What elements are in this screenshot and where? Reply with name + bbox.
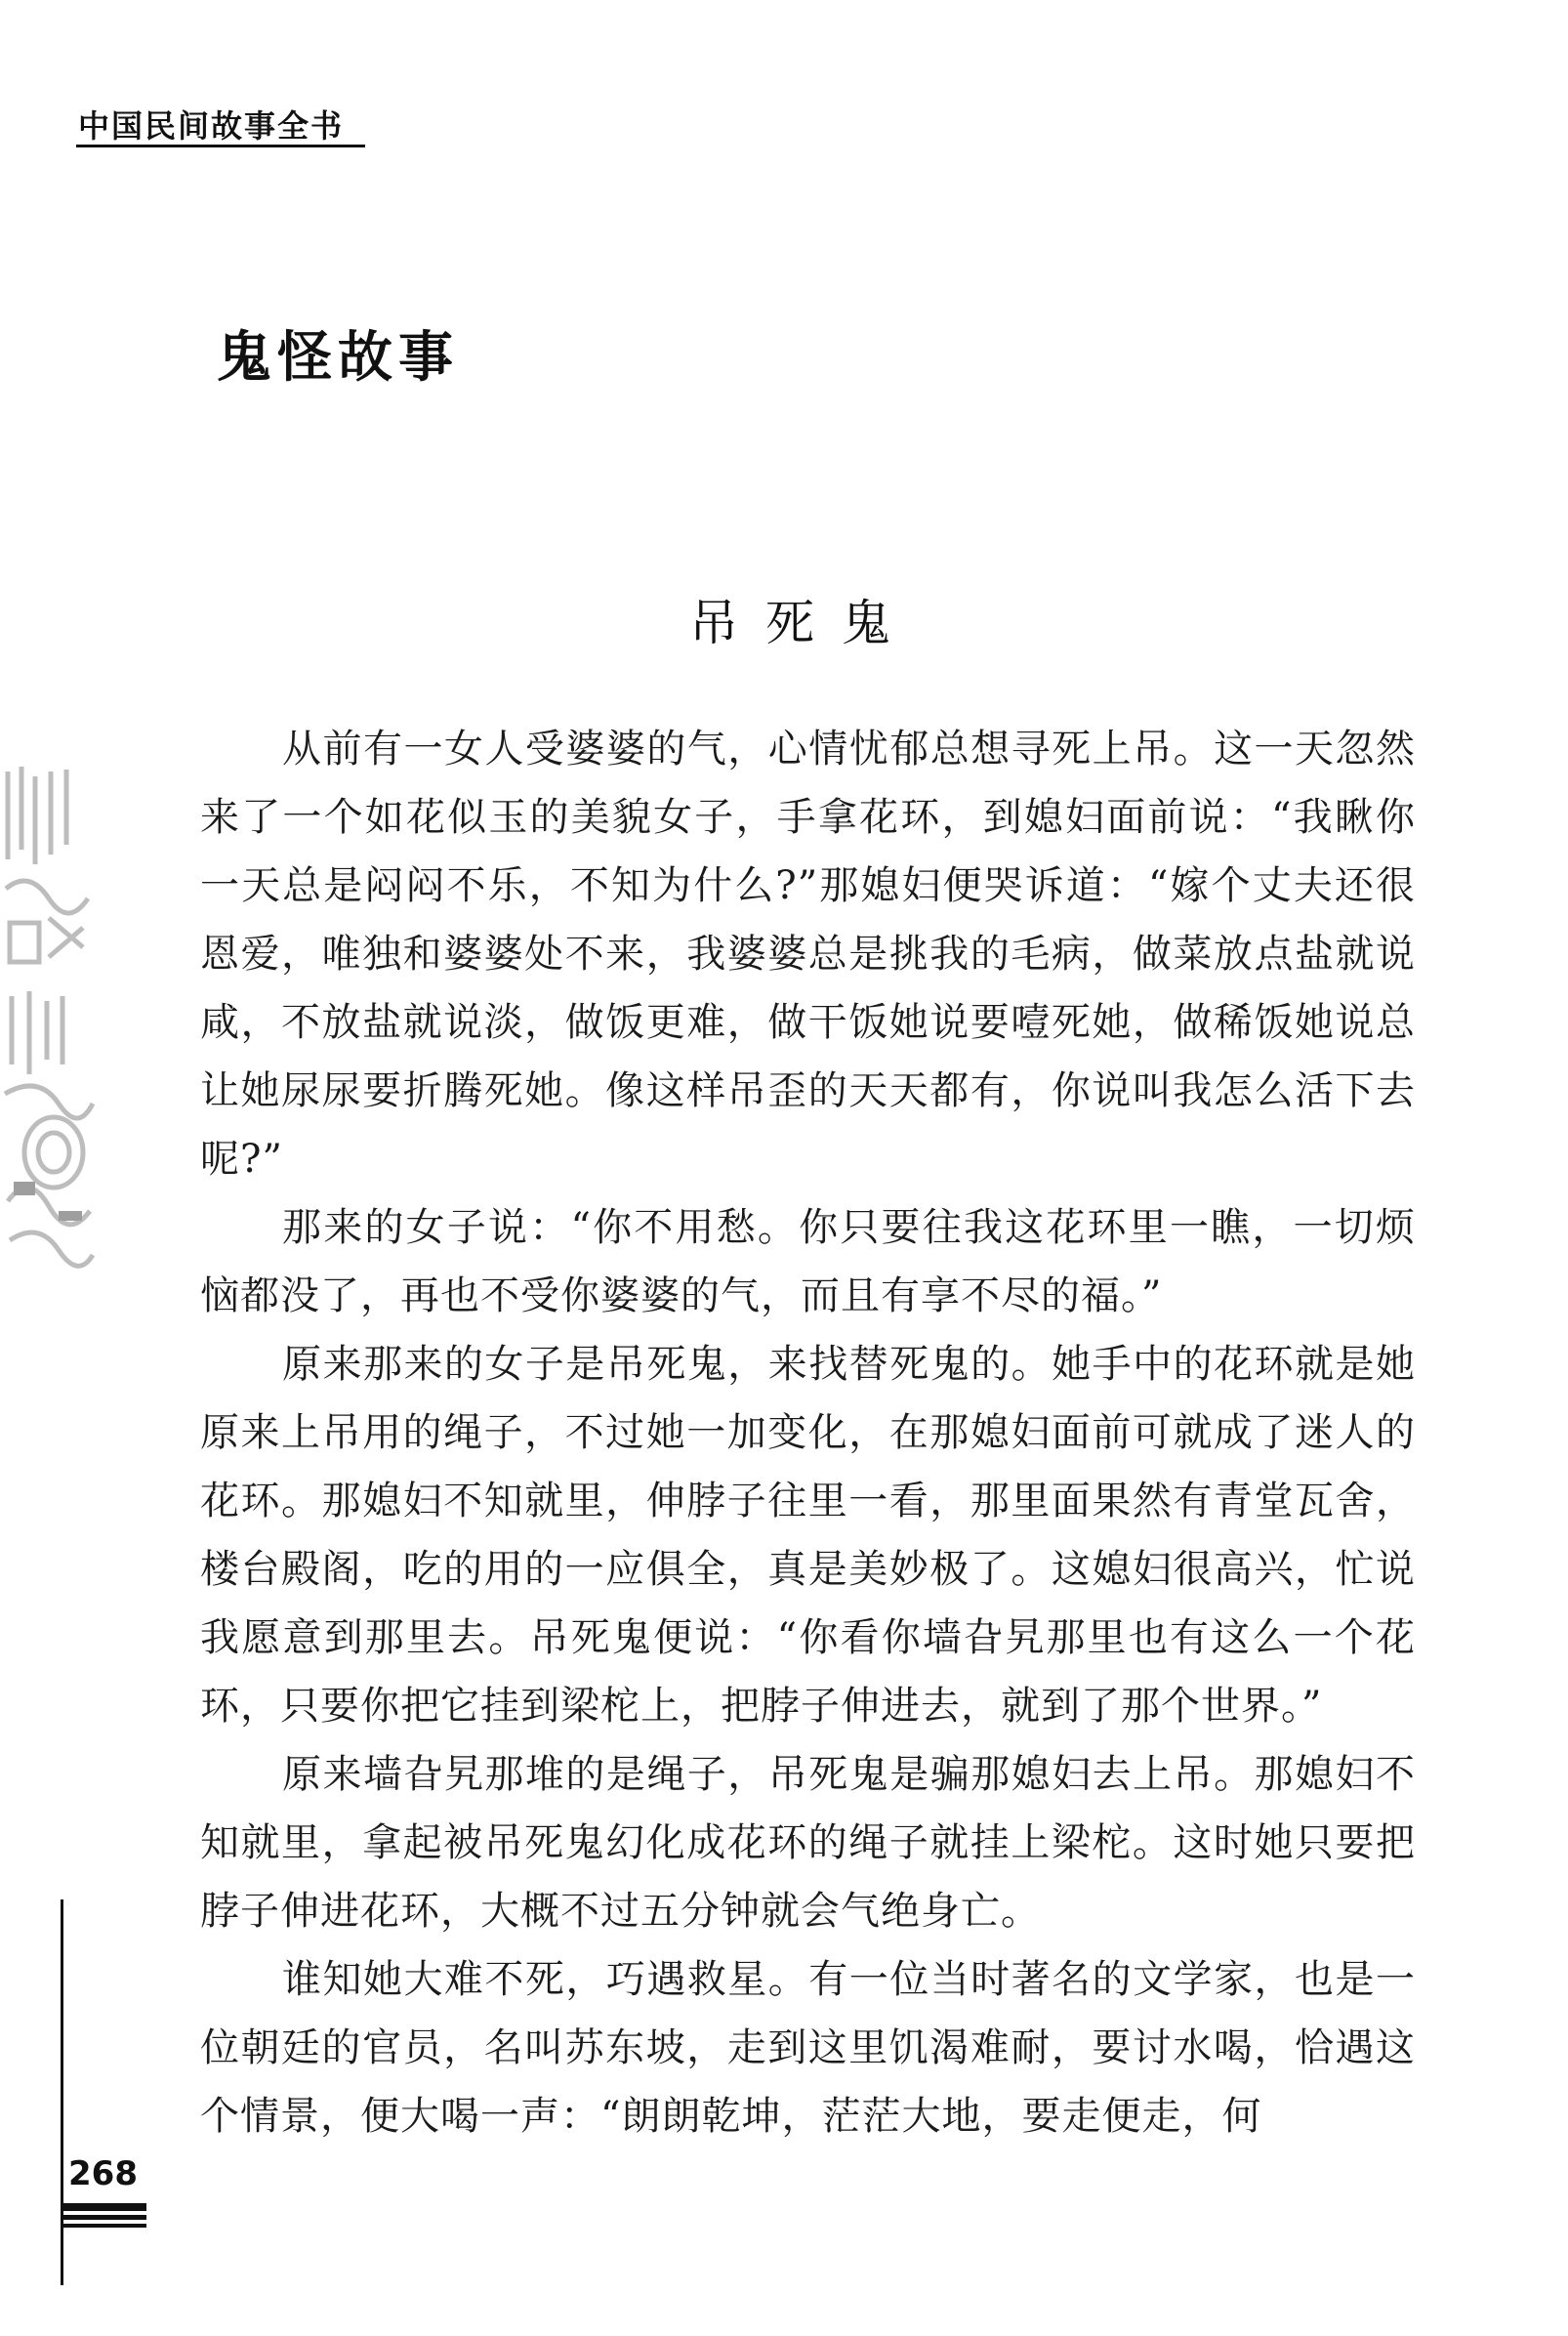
paragraph: 原来墙旮旯那堆的是绳子，吊死鬼是骗那媳妇去上吊。那媳妇不知就里，拿起被吊死鬼幻化成花环的绳子就挂上梁柁。这时她只要把脖子伸进花环，大概不过五分钟就会气绝身亡。 (200, 1752, 1416, 1934)
story-title: 吊死鬼 (689, 595, 918, 651)
page-number: 268 (68, 2154, 138, 2193)
footer-rule (61, 2203, 146, 2211)
running-head: 中国民间故事全书 (78, 107, 345, 145)
running-head-rule (76, 145, 365, 147)
paragraph: 谁知她大难不死，巧遇救星。有一位当时著名的文学家，也是一位朝廷的官员，名叫苏东坡，走到这里饥渴难耐，要讨水喝，恰遇这个情景，便大喝一声：“朗朗乾坤，茫茫大地，要走便走，何 (200, 1957, 1416, 2139)
paragraph: 那来的女子说：“你不用愁。你只要往我这花环里一瞧，一切烦恼都没了，再也不受你婆婆的气，而且有享不尽的福。” (200, 1205, 1416, 1318)
footer-rule (61, 2224, 146, 2228)
paragraph: 从前有一女人受婆婆的气，心情忧郁总想寻死上吊。这一天忽然来了一个如花似玉的美貌女子，手拿花环，到媳妇面前说：“我瞅你一天总是闷闷不乐，不知为什么?”那媳妇便哭诉道：“嫁个丈夫还很恩爱，唯独和婆婆处不来，我婆婆总是挑我的毛病，做菜放点盐就说咸，不放盐就说淡，做饭更难，做干饭她说要噎死她，做稀饭她说总让她尿尿要折腾死她。像这样吊歪的天天都有，你说叫我怎么活下去呢?” (200, 727, 1416, 1182)
footer-rule (61, 2215, 146, 2220)
section-title: 鬼怪故事 (217, 326, 459, 390)
decorative-edge-ornament (0, 752, 98, 1299)
story-body (200, 715, 1416, 2150)
paragraph: 原来那来的女子是吊死鬼，来找替死鬼的。她手中的花环就是她原来上吊用的绳子，不过她一加变化，在那媳妇面前可就成了迷人的花环。那媳妇不知就里，伸脖子往里一看，那里面果然有青堂瓦舍，楼台殿阁，吃的用的一应俱全，真是美妙极了。这媳妇很高兴，忙说我愿意到那里去。吊死鬼便说：“你看你墙旮旯那里也有这么一个花环，只要你把它挂到梁柁上，把脖子伸进去，就到了那个世界。” (200, 1342, 1416, 1729)
